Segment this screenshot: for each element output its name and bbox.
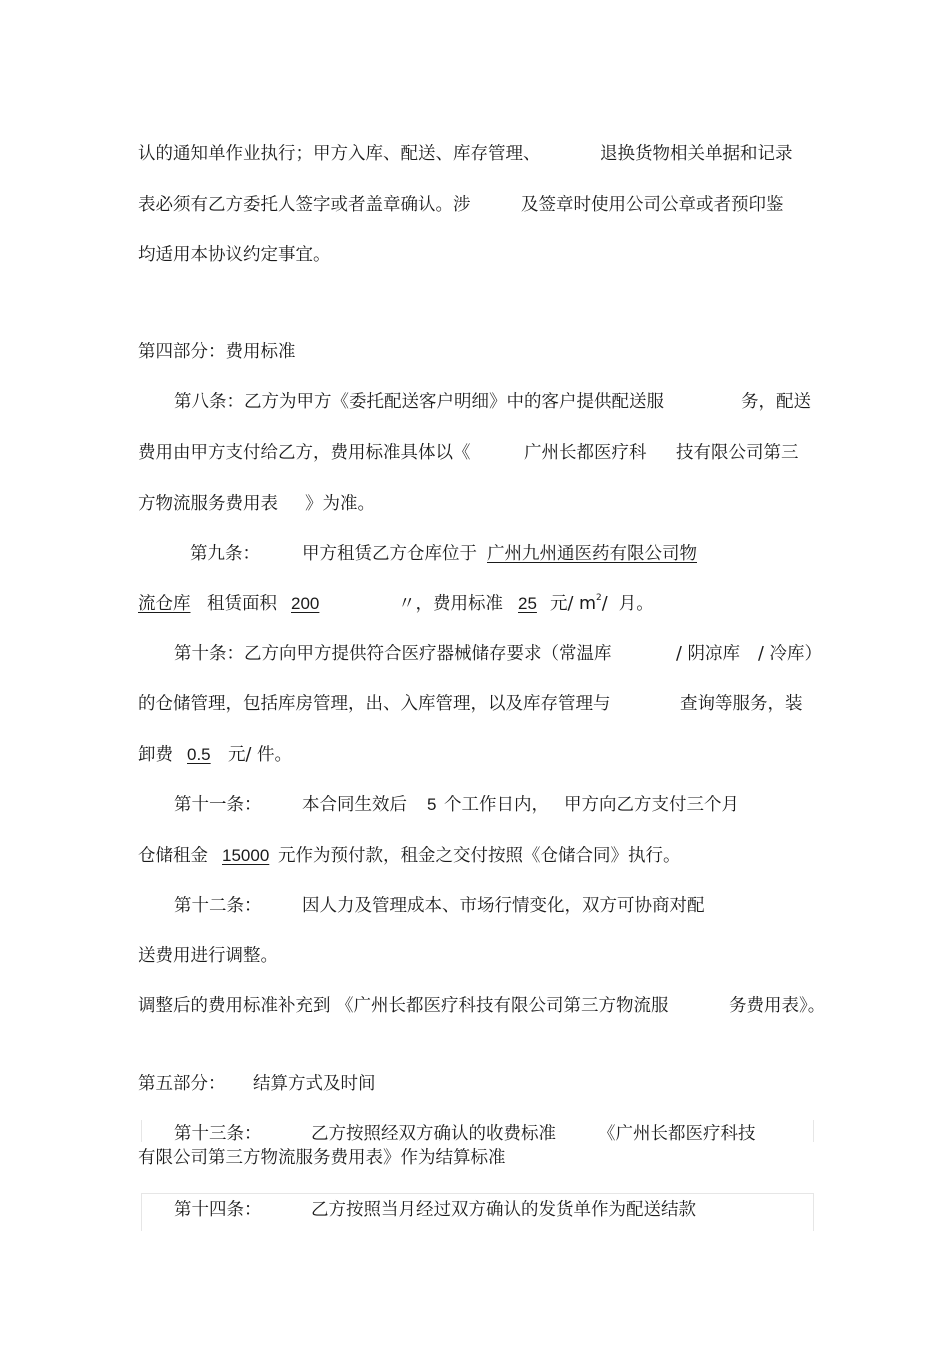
text: 元/ m [550,594,597,614]
para-line [600,142,793,166]
text: 第八条：乙方为甲方《委托配送客户明细》中的客户提供配送服 [174,392,664,412]
article-9-line [398,592,503,616]
text: 流仓库 [138,594,191,614]
article-8-line [676,441,799,465]
superscript: 2 [596,593,602,603]
cell-border [141,1120,142,1142]
article-10-line [174,642,612,666]
article-14-line [311,1198,696,1222]
article-11-line [302,793,407,817]
text: 第五部分： [138,1074,226,1094]
text: 乙方按照经双方确认的收费标准 [311,1124,556,1144]
article-10-line [138,743,173,767]
article-11-line [278,844,681,868]
text: 认的通知单作业执行；甲方入库、配送、库存管理、 [138,144,541,164]
text: 元作为预付款，租金之交付按照《仓储合同》执行。 [278,846,681,866]
article-8-line [138,441,471,465]
article-8-line [524,441,647,465]
article-12-line [302,894,705,918]
text: 广州长都医疗科 [524,443,647,463]
cell-border [813,1193,814,1231]
article-14-label: 第十四条： [174,1200,262,1220]
article-10-line [676,642,740,666]
text: 有限公司第三方物流服务费用表》作为结算标准 [138,1148,506,1168]
text: / 月。 [601,594,654,614]
para-line [138,142,541,166]
article-12-line [729,994,825,1018]
cell-border [141,1193,142,1231]
article-13-line [138,1146,506,1170]
article-9-label: 第九条： [190,544,260,564]
text: 《广州长都医疗科技 [598,1124,756,1144]
handling-fee-value: 0.5 [187,745,211,764]
article-13-label: 第十三条： [174,1124,262,1144]
article-10-line [228,743,292,767]
rent-area-value: 200 [291,594,320,613]
cell-border [813,1120,814,1142]
rent-fee-value: 25 [518,594,537,613]
text: 结算方式及时间 [253,1074,376,1094]
text: 》为准。 [305,494,375,514]
article-8-line [174,390,664,414]
text: 均适用本协议约定事宜。 [138,245,331,265]
text: 〃，费用标准 [398,594,503,614]
text: 查询等服务，装 [680,694,803,714]
article-11-line [138,844,208,868]
article-8-line [741,390,811,414]
section-heading: 第四部分：费用标准 [138,342,296,362]
text: 退换货物相关单据和记录 [600,144,793,164]
article-12-label: 第十二条： [174,896,262,916]
para-line [521,193,784,217]
text: 乙方按照当月经过双方确认的发货单作为配送结款 [311,1200,696,1220]
cell-border [141,1193,814,1194]
article-12-line [138,944,278,968]
section-heading [253,1072,376,1096]
text: / 阴凉库 [676,644,740,664]
article-13-line [311,1122,556,1146]
article-12-line [138,994,669,1018]
article-9-line [207,592,277,616]
working-days-value: 5 [427,795,437,814]
text: 租赁面积 [207,594,277,614]
text: 务费用表》。 [729,996,826,1016]
article-11-label: 第十一条： [174,795,262,815]
text: 因人力及管理成本、市场行情变化，双方可协商对配 [302,896,705,916]
article-9-line [550,592,654,619]
text: / 冷库） [758,644,822,664]
warehouse-location-underlined [487,542,739,566]
warehouse-location-underlined [138,592,191,616]
article-13-line [598,1122,756,1146]
section-heading [138,1072,226,1096]
text: 费用由甲方支付给乙方，费用标准具体以《 [138,443,471,463]
para-line [138,243,331,267]
article-11-line [564,793,739,817]
article-10-line [758,642,822,666]
text: 方物流服务费用表 [138,494,278,514]
text: 送费用进行调整。 [138,946,278,966]
article-9-line [302,542,477,566]
text: 技有限公司第三 [676,443,799,463]
text: 仓储租金 [138,846,208,866]
article-10-line [138,692,611,716]
para-line [138,193,471,217]
text: 广州九州通医药有限公司物 [487,544,697,564]
text: 甲方向乙方支付三个月 [564,795,739,815]
text: 表必须有乙方委托人签字或者盖章确认。涉 [138,195,471,215]
text: 的仓储管理，包括库房管理，出、入库管理，以及库存管理与 [138,694,611,714]
text: 本合同生效后 [302,795,407,815]
text: 务，配送 [741,392,811,412]
text: 及签章时使用公司公章或者预印鉴 [521,195,784,215]
article-10-line [680,692,803,716]
article-11-line [444,793,549,817]
text: 个工作日内， [444,795,549,815]
text: 卸费 [138,745,173,765]
article-8-line [138,492,278,516]
text: 元/ 件。 [228,745,292,765]
article-8-line [305,492,375,516]
text: 调整后的费用标准补充到 《广州长都医疗科技有限公司第三方物流服 [138,996,669,1016]
text: 第十条：乙方向甲方提供符合医疗器械储存要求（常温库 [174,644,612,664]
prepayment-amount: 15000 [222,846,270,865]
text: 甲方租赁乙方仓库位于 [302,544,477,564]
